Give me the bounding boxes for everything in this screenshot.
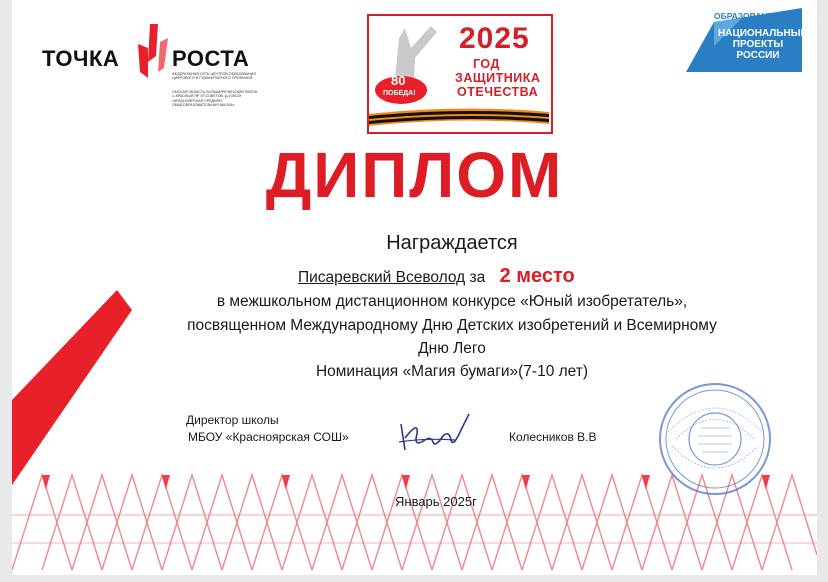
st-george-ribbon [369,104,549,130]
recipient-connector: за [465,269,490,286]
signature-scribble [395,410,475,458]
emblem-victory: ПОБЕДА! [383,90,416,97]
emblem-line2: ЗАЩИТНИКА [455,71,541,85]
body-line-4: Номинация «Магия бумаги»(7-10 лет) [315,363,589,380]
logo-word-rosta: РОСТА [172,46,250,71]
emblem-line3: ОТЕЧЕСТВА [457,85,539,99]
national-projects-logo [684,6,808,72]
awarded-heading: Награждается [386,232,518,254]
body-line-2: посвященном Международному Дню Детских изобретений и Всемирному [187,317,717,334]
signer-role-2: МБОУ «Красноярская СОШ» [188,430,349,444]
logo-word-tochka: ТОЧКА [42,46,120,71]
np-line1: НАЦИОНАЛЬНЫЕ [718,28,808,39]
diploma-title: ДИПЛОМ [265,139,564,211]
logo-address: ОМСКАЯ ОБЛАСТЬ БОЛЬШЕРЕЧЕНСКИЙ РАЙОН С.КРАСНЫЙ ЯР УЛ.СОВЕТОВ, Д.4 МБОУ «КРАСНОЯРСКАЯ СРЕДНЯЯ ОБЩЕОБРАЗОВАТЕЛЬНАЯ ШКОЛА» [172,90,258,108]
body-line-1: в межшкольном дистанционном конкурсе «Юный изобретатель», [216,293,688,310]
emblem-year: 2025 [459,22,530,55]
issue-date: Январь 2025г [395,494,477,509]
flame-icon [134,22,170,82]
np-line3: РОССИИ [736,50,780,61]
year-of-defender-emblem [367,14,553,134]
recipient-place: 2 место [499,265,575,287]
diploma-sheet [12,0,817,575]
np-education: ОБРАЗОВАНИЕ [714,11,780,21]
emblem-80: 80 [391,73,406,88]
director-name: Колесников В.В [509,430,597,444]
signer-role-1: Директор школы [186,413,279,427]
emblem-line1: ГОД [473,57,500,71]
np-line2: ПРОЕКТЫ [732,39,784,50]
school-stamp [656,380,774,498]
recipient-line [298,266,628,288]
logo-subtitle: ФЕДЕРАЛЬНАЯ СЕТЬ ЦЕНТРОВ ОБРАЗОВАНИЯ ЦИФРОВОГО И ГУМАНИТАРНОГО ПРОФИЛЕЙ [172,72,256,81]
recipient-name: Писаревский Всеволод [298,269,466,286]
body-line-3: Дню Лего [418,340,486,357]
